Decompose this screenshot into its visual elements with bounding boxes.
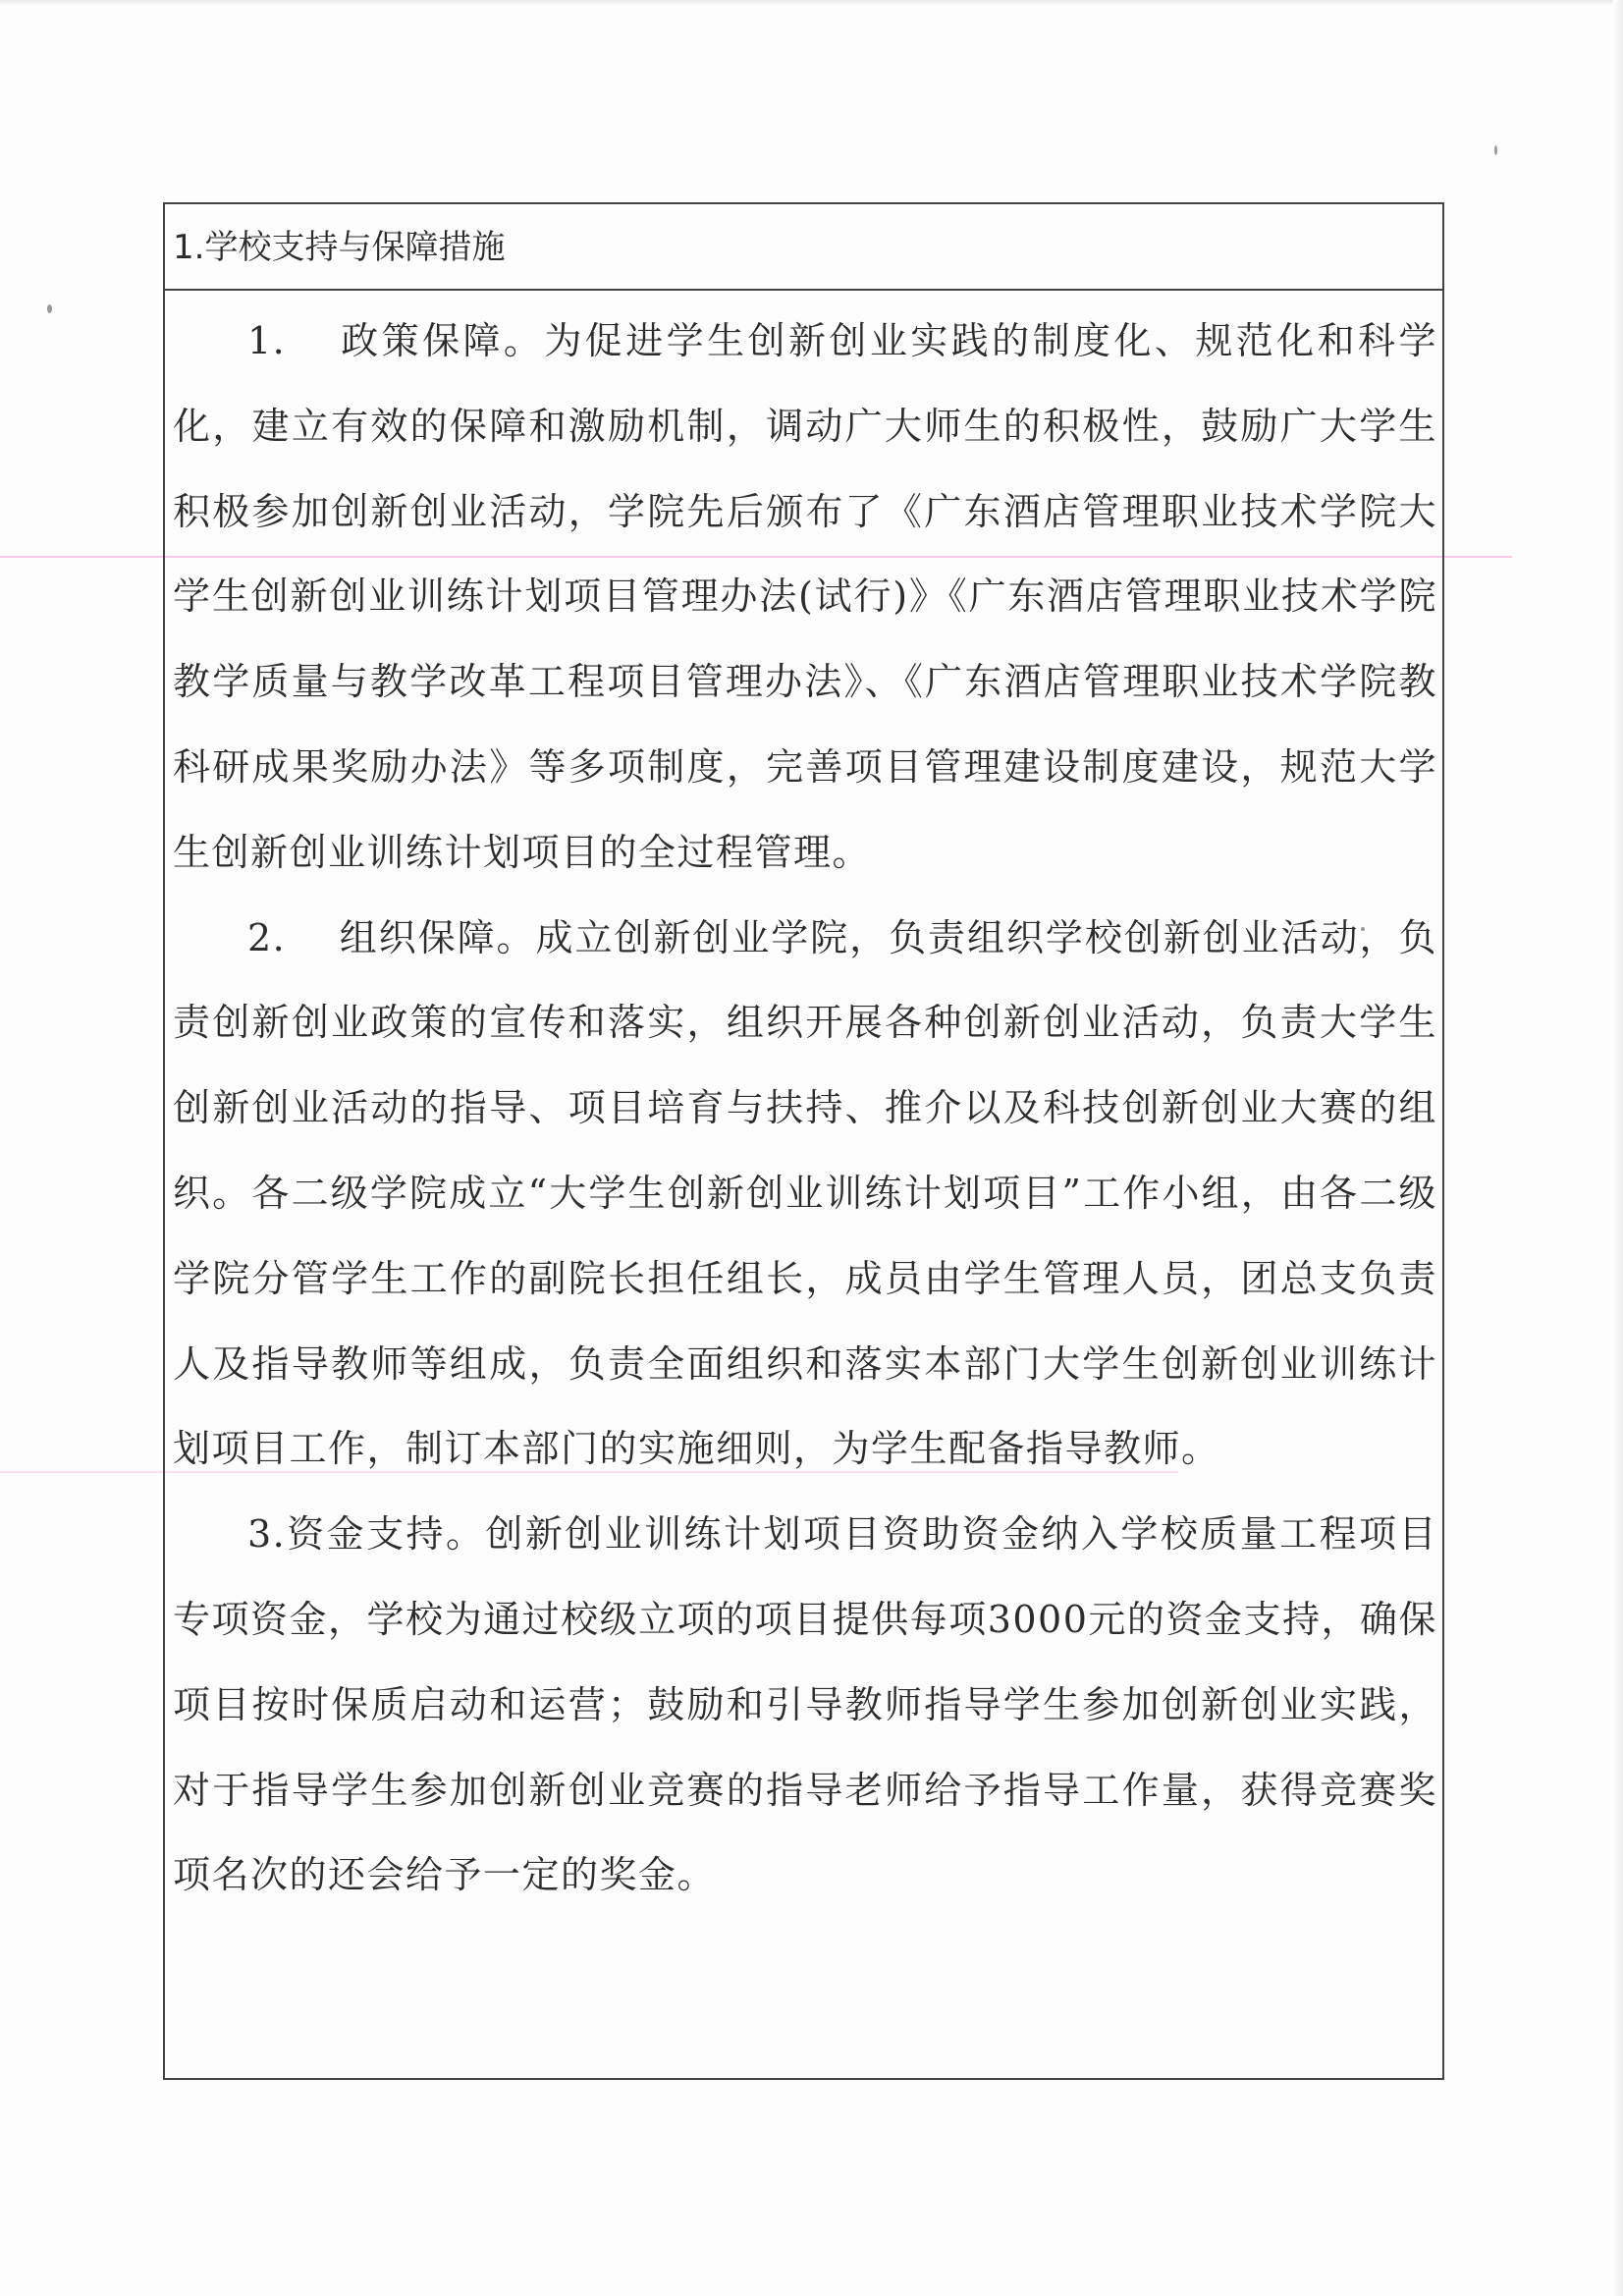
paragraph-policy bbox=[173, 299, 1437, 896]
paragraph-number: 3. bbox=[247, 1512, 287, 1557]
section-heading: 1.学校支持与保障措施 bbox=[173, 228, 506, 267]
paragraph-text: 政策保障。为促进学生创新创业实践的制度化、规范化和科学化，建立有效的保障和激励机制，调动广大师生的积极性，鼓励广大学生积极参加创新创业活动，学院先后颁布了《广东酒店管理职业技术学院大学生创新创业训练计划项目管理办法(试行)》《广东酒店管理职业技术学院教学质量与教学改革工程项目管理办法》、《广东酒店管理职业技术学院教科研成果奖励办法》等多项制度，完善项目管理建设制度建设，规范大学生创新创业训练计划项目的全过程管理。 bbox=[173, 319, 1437, 874]
paragraph-funding bbox=[173, 1492, 1437, 1918]
table-body bbox=[173, 299, 1437, 1918]
paragraph-text: 组织保障。成立创新创业学院，负责组织学校创新创业活动，负责创新创业政策的宣传和落实，组织开展各种创新创业活动，负责大学生创新创业活动的指导、项目培育与扶持、推介以及科技创新创业大赛的组织。各二级学院成立“大学生创新创业训练计划项目”工作小组，由各二级学院分管学生工作的副院长担任组长，成员由学生管理人员，团总支负责人及指导教师等组成，负责全面组织和落实本部门大学生创新创业训练计划项目工作，制订本部门的实施细则，为学生配备指导教师。 bbox=[173, 915, 1437, 1471]
scan-speck bbox=[47, 304, 52, 313]
table-header-row bbox=[165, 204, 1442, 291]
paragraph-number: 2. bbox=[247, 915, 287, 959]
scan-speck bbox=[1494, 145, 1497, 155]
paragraph-text: 资金支持。创新创业训练计划项目资助资金纳入学校质量工程项目专项资金，学校为通过校级立项的项目提供每项3000元的资金支持，确保项目按时保质启动和运营；鼓励和引导教师指导学生参加创新创业实践，对于指导学生参加创新创业竞赛的指导老师给予指导工作量，获得竞赛奖项名次的还会给予一定的奖金。 bbox=[173, 1512, 1437, 1897]
scan-edge-top bbox=[0, 0, 1623, 6]
paragraph-number: 1. bbox=[247, 319, 287, 362]
form-table bbox=[163, 202, 1444, 2080]
scan-edge-right bbox=[1613, 0, 1623, 2296]
paragraph-organization bbox=[173, 896, 1437, 1493]
